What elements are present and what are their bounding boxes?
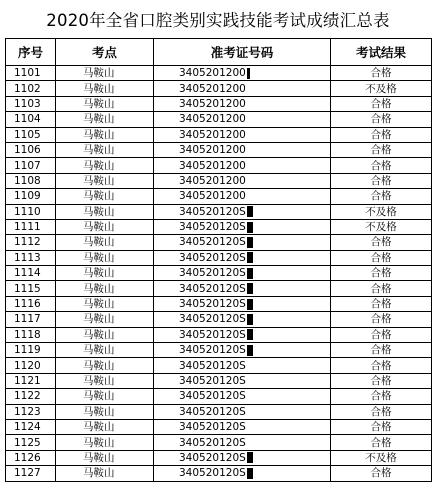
row-number: 1112 (6, 235, 56, 250)
table-row (6, 358, 432, 373)
table-row (6, 189, 432, 204)
redaction-mark (247, 329, 253, 340)
exam-site: 马鞍山 (56, 204, 154, 219)
exam-id: 3405201200 (179, 128, 246, 141)
exam-result: 合格 (331, 466, 432, 481)
exam-id-cell (154, 343, 331, 358)
exam-id-cell (154, 266, 331, 281)
exam-site: 马鞍山 (56, 404, 154, 419)
exam-id-cell (154, 204, 331, 219)
redaction-mark (247, 206, 253, 217)
exam-id: 3405201200 (179, 67, 246, 80)
exam-site: 马鞍山 (56, 250, 154, 265)
exam-id: 340520120S (179, 436, 246, 449)
row-number: 1104 (6, 112, 56, 127)
exam-id-cell (154, 450, 331, 465)
exam-result: 合格 (331, 389, 432, 404)
column-header-exam-id: 准考证号码 (154, 39, 331, 66)
row-number: 1121 (6, 373, 56, 388)
exam-result: 合格 (331, 173, 432, 188)
exam-id-cell (154, 327, 331, 342)
table-row (6, 281, 432, 296)
exam-id-cell (154, 389, 331, 404)
column-header-result: 考试结果 (331, 39, 432, 66)
exam-id-cell (154, 358, 331, 373)
exam-site: 马鞍山 (56, 327, 154, 342)
exam-id: 340520120S (179, 390, 246, 403)
redaction-mark (247, 252, 253, 263)
row-number: 1105 (6, 127, 56, 142)
table-row (6, 219, 432, 234)
exam-result: 合格 (331, 373, 432, 388)
exam-id: 340520120S (179, 359, 246, 372)
exam-id: 340520120S (179, 236, 246, 249)
row-number: 1106 (6, 142, 56, 157)
exam-id: 340520120S (179, 313, 246, 326)
exam-result: 合格 (331, 235, 432, 250)
exam-id: 3405201200 (179, 190, 246, 203)
exam-id-cell (154, 296, 331, 311)
exam-id-cell (154, 66, 331, 81)
exam-result: 合格 (331, 96, 432, 111)
exam-result: 合格 (331, 127, 432, 142)
exam-id: 340520120S (179, 451, 246, 464)
exam-site: 马鞍山 (56, 142, 154, 157)
row-number: 1119 (6, 343, 56, 358)
exam-id-cell (154, 173, 331, 188)
exam-id-cell (154, 142, 331, 157)
table-row (6, 66, 432, 81)
exam-result: 合格 (331, 358, 432, 373)
exam-result: 合格 (331, 327, 432, 342)
exam-id: 340520120S (179, 205, 246, 218)
table-row (6, 435, 432, 450)
row-number: 1114 (6, 266, 56, 281)
redaction-mark (247, 268, 253, 279)
exam-id-cell (154, 250, 331, 265)
table-row (6, 112, 432, 127)
exam-result: 合格 (331, 435, 432, 450)
table-row (6, 142, 432, 157)
row-number: 1117 (6, 312, 56, 327)
exam-id-cell (154, 96, 331, 111)
exam-id: 3405201200 (179, 144, 246, 157)
table-row (6, 96, 432, 111)
table-row (6, 466, 432, 481)
table-row (6, 81, 432, 96)
exam-site: 马鞍山 (56, 158, 154, 173)
exam-site: 马鞍山 (56, 127, 154, 142)
redaction-mark (247, 314, 253, 325)
exam-result: 合格 (331, 343, 432, 358)
exam-site: 马鞍山 (56, 450, 154, 465)
row-number: 1127 (6, 466, 56, 481)
exam-id: 340520120S (179, 298, 246, 311)
exam-id-cell (154, 219, 331, 234)
table-row (6, 312, 432, 327)
exam-id-cell (154, 235, 331, 250)
exam-site: 马鞍山 (56, 235, 154, 250)
exam-id: 340520120S (179, 375, 246, 387)
table-row (6, 373, 432, 388)
redaction-mark (247, 222, 253, 233)
exam-id: 340520120S (179, 251, 246, 264)
exam-site: 马鞍山 (56, 66, 154, 81)
exam-site: 马鞍山 (56, 373, 154, 388)
table-body (6, 66, 432, 482)
exam-id: 340520120S (179, 282, 246, 295)
exam-id-cell (154, 158, 331, 173)
exam-site: 马鞍山 (56, 189, 154, 204)
row-number: 1116 (6, 296, 56, 311)
table-row (6, 389, 432, 404)
redaction-mark (247, 237, 253, 248)
exam-site: 马鞍山 (56, 466, 154, 481)
redaction-mark (247, 345, 253, 356)
table-row (6, 404, 432, 419)
row-number: 1111 (6, 219, 56, 234)
exam-id-cell (154, 281, 331, 296)
row-number: 1115 (6, 281, 56, 296)
exam-site: 马鞍山 (56, 389, 154, 404)
table-row (6, 204, 432, 219)
exam-result: 合格 (331, 189, 432, 204)
exam-id-cell (154, 81, 331, 96)
exam-site: 马鞍山 (56, 266, 154, 281)
row-number: 1103 (6, 96, 56, 111)
table-row (6, 296, 432, 311)
column-header-site: 考点 (56, 39, 154, 66)
row-number: 1123 (6, 404, 56, 419)
row-number: 1126 (6, 450, 56, 465)
table-row (6, 343, 432, 358)
exam-id-cell (154, 466, 331, 481)
exam-site: 马鞍山 (56, 219, 154, 234)
exam-id: 340520120S (179, 344, 246, 357)
exam-id-cell (154, 435, 331, 450)
exam-result: 合格 (331, 296, 432, 311)
exam-result: 合格 (331, 112, 432, 127)
exam-id-cell (154, 127, 331, 142)
table-header (6, 39, 432, 66)
exam-id: 3405201200 (179, 113, 246, 126)
exam-id: 3405201200 (179, 97, 246, 110)
exam-site: 马鞍山 (56, 358, 154, 373)
exam-id: 3405201200 (179, 159, 246, 172)
exam-id-cell (154, 112, 331, 127)
redaction-mark (247, 299, 253, 310)
exam-result: 合格 (331, 266, 432, 281)
exam-id: 340520120S (179, 221, 246, 234)
exam-result: 合格 (331, 158, 432, 173)
table-row (6, 450, 432, 465)
table-row (6, 173, 432, 188)
exam-id-cell (154, 373, 331, 388)
exam-site: 马鞍山 (56, 112, 154, 127)
row-number: 1102 (6, 81, 56, 96)
exam-id-cell (154, 312, 331, 327)
exam-site: 马鞍山 (56, 435, 154, 450)
row-number: 1125 (6, 435, 56, 450)
table-row (6, 158, 432, 173)
results-table (5, 38, 432, 482)
page-title: 2020年全省口腔类别实践技能考试成绩汇总表 (46, 11, 390, 30)
exam-id-cell (154, 189, 331, 204)
table-row (6, 266, 432, 281)
exam-id: 340520120S (179, 328, 246, 341)
table-row (6, 419, 432, 434)
exam-result: 合格 (331, 312, 432, 327)
exam-result: 合格 (331, 142, 432, 157)
row-number: 1120 (6, 358, 56, 373)
exam-site: 马鞍山 (56, 312, 154, 327)
redaction-mark (247, 468, 253, 479)
exam-result: 不及格 (331, 204, 432, 219)
exam-id: 3405201200 (179, 174, 246, 187)
exam-result: 合格 (331, 250, 432, 265)
exam-site: 马鞍山 (56, 281, 154, 296)
row-number: 1118 (6, 327, 56, 342)
exam-result: 合格 (331, 66, 432, 81)
exam-id: 340520120S (179, 421, 246, 434)
exam-site: 马鞍山 (56, 343, 154, 358)
exam-id: 3405201200 (179, 82, 246, 95)
redaction-mark (247, 283, 253, 294)
table-row (6, 327, 432, 342)
exam-site: 马鞍山 (56, 173, 154, 188)
exam-id-cell (154, 419, 331, 434)
table-row (6, 250, 432, 265)
redaction-mark (247, 68, 250, 79)
row-number: 1108 (6, 173, 56, 188)
row-number: 1110 (6, 204, 56, 219)
exam-result: 不及格 (331, 450, 432, 465)
exam-id: 340520120S (179, 267, 246, 280)
row-number: 1113 (6, 250, 56, 265)
redaction-mark (247, 452, 253, 463)
column-header-number: 序号 (6, 39, 56, 66)
table-row (6, 127, 432, 142)
exam-site: 马鞍山 (56, 419, 154, 434)
exam-result: 不及格 (331, 219, 432, 234)
row-number: 1107 (6, 158, 56, 173)
exam-result: 不及格 (331, 81, 432, 96)
row-number: 1124 (6, 419, 56, 434)
exam-result: 合格 (331, 404, 432, 419)
exam-id: 340520120S (179, 467, 246, 480)
exam-site: 马鞍山 (56, 296, 154, 311)
row-number: 1122 (6, 389, 56, 404)
exam-result: 合格 (331, 281, 432, 296)
exam-result: 合格 (331, 419, 432, 434)
exam-site: 马鞍山 (56, 96, 154, 111)
exam-id: 340520120S (179, 405, 246, 418)
exam-site: 马鞍山 (56, 81, 154, 96)
row-number: 1101 (6, 66, 56, 81)
row-number: 1109 (6, 189, 56, 204)
exam-id-cell (154, 404, 331, 419)
table-row (6, 235, 432, 250)
